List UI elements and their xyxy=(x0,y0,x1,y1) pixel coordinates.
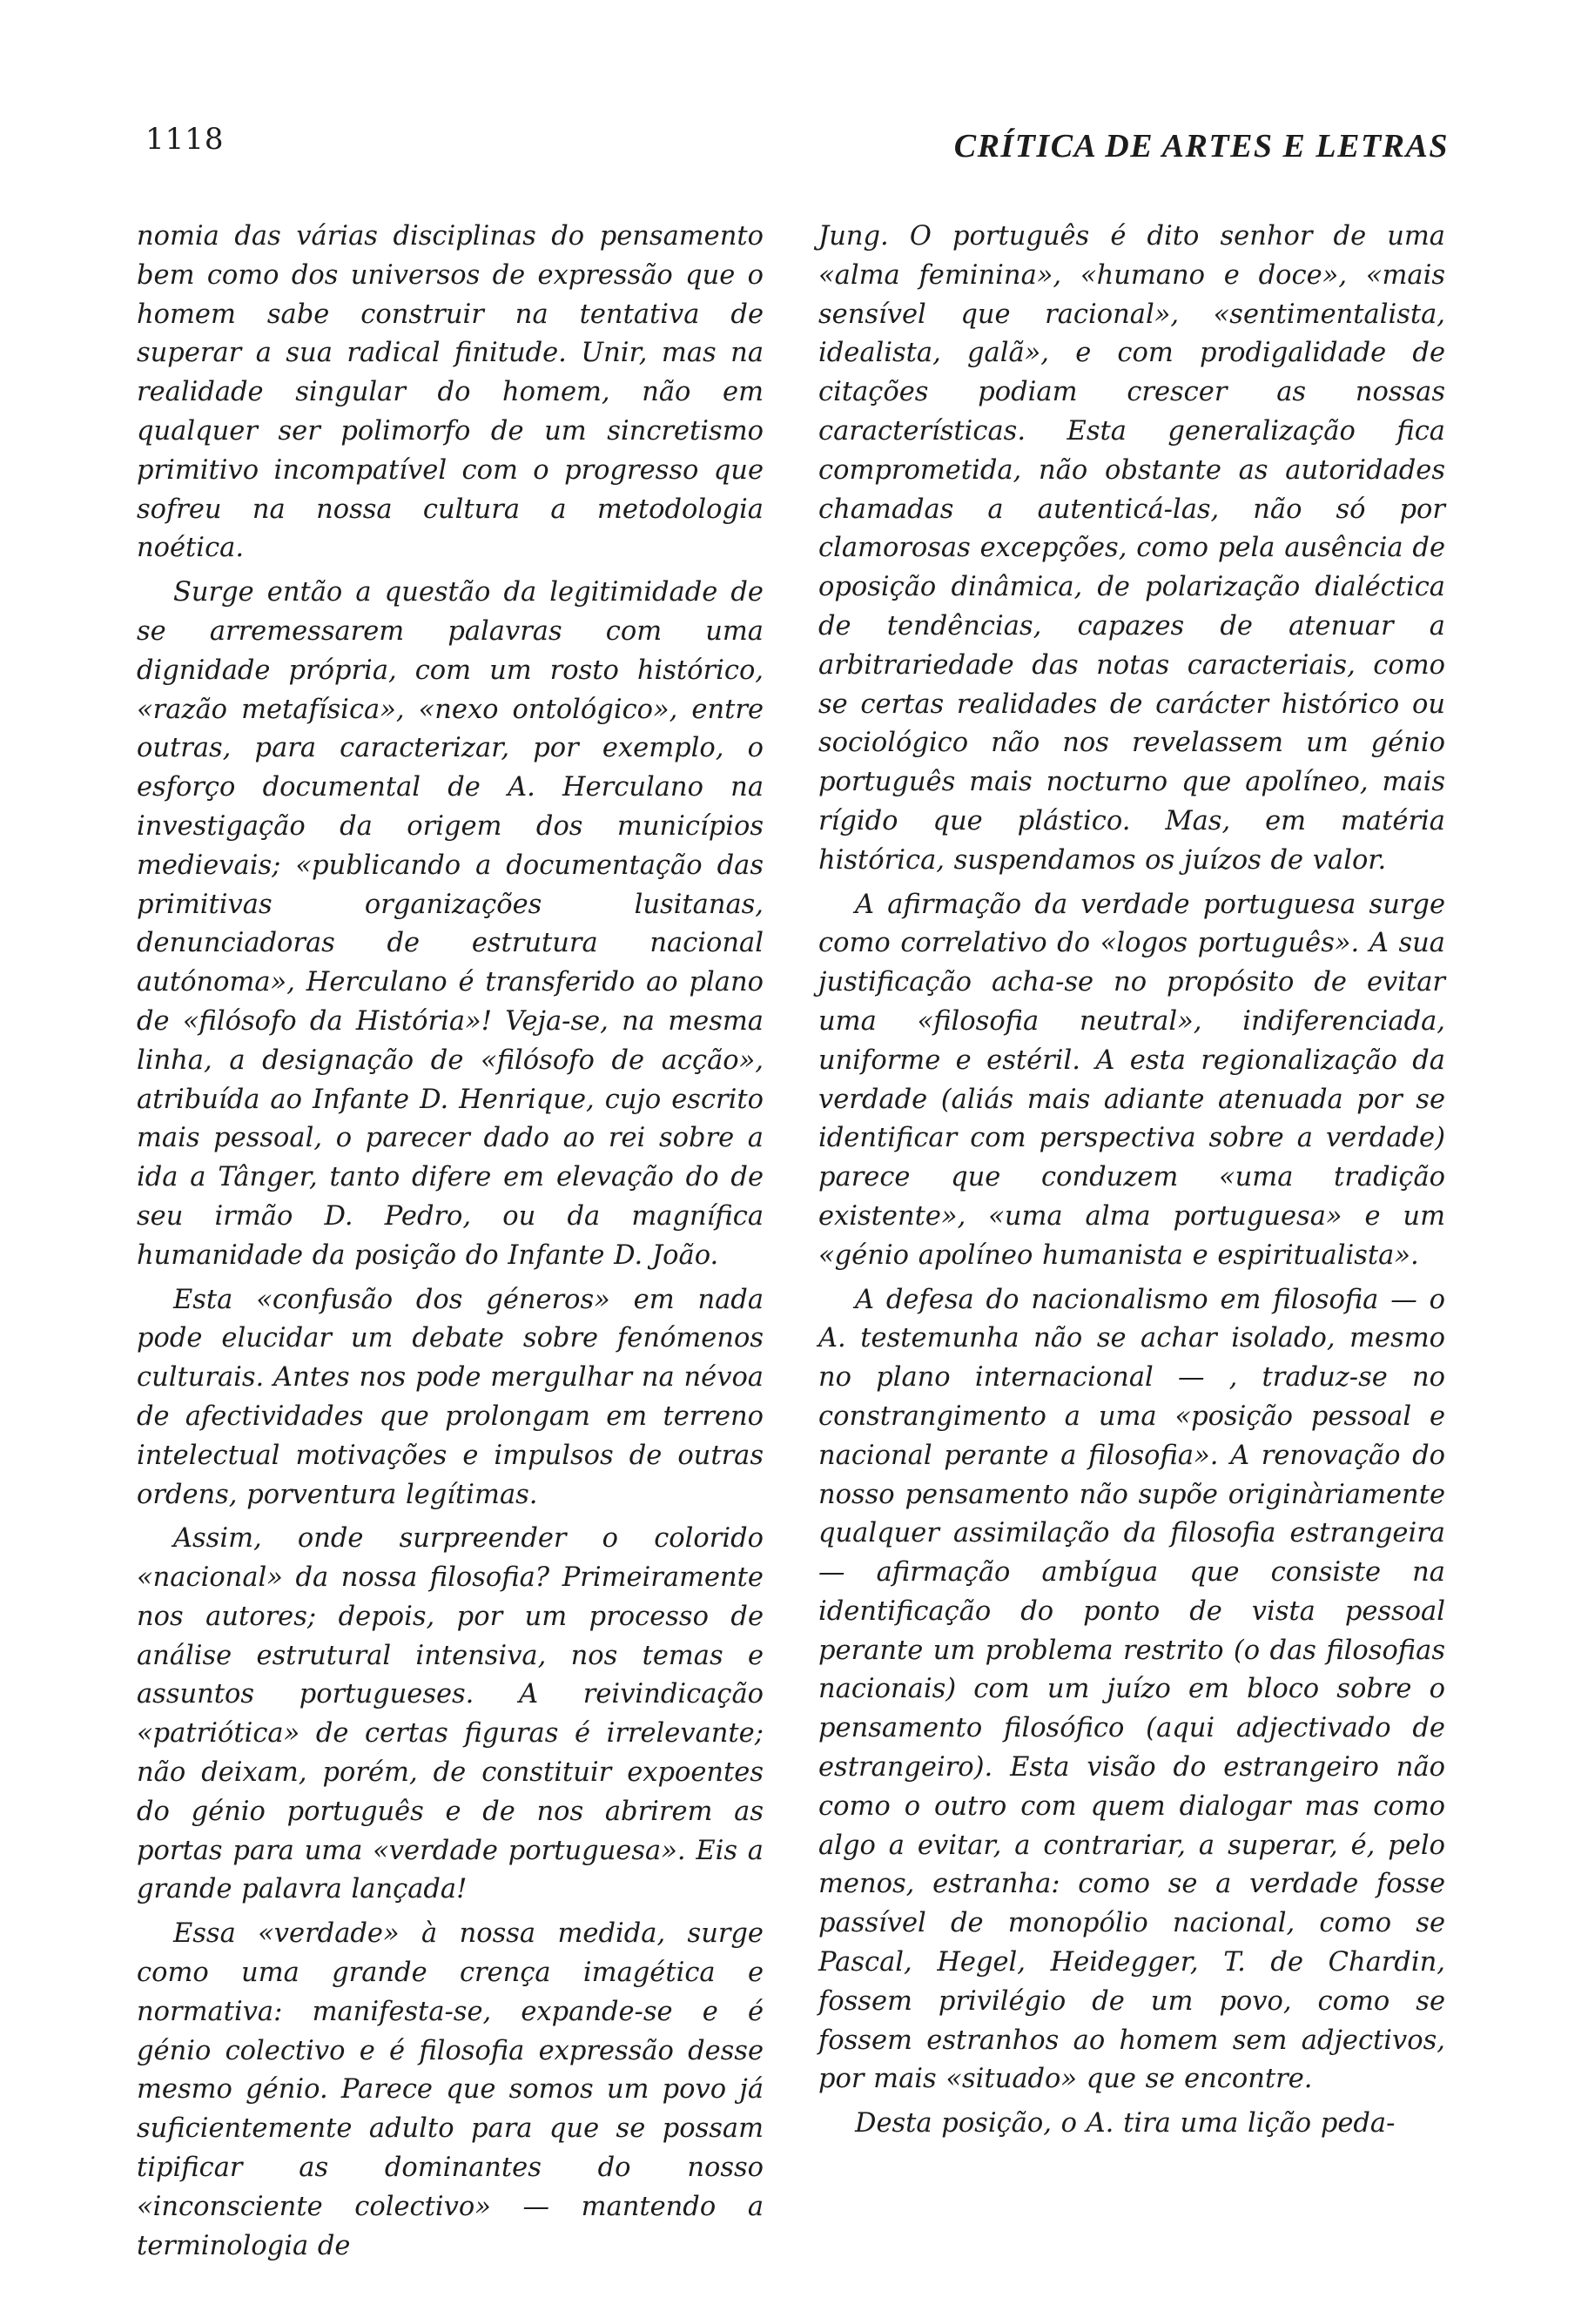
paragraph: Essa «verdade» à nossa medida, surge como uma grande crença imagética e normativa: manifesta-se, expande-se e é génio colectivo e é filosofia expressão desse mesmo génio. Parece que somos um povo já suficientemente adulto para que se possam tipificar as dominantes do nosso «inconsciente colectivo» — mantendo a terminologia de xyxy=(137,1918,764,2261)
paragraph: nomia das várias disciplinas do pensamento bem como dos universos de expressão que o homem sabe construir na tentativa de superar a sua radical finitude. Unir, mas na realidade singular do homem, não em qualquer ser polimorfo de um sincretismo primitivo incompatível com o progresso que sofreu na nossa cultura a metodologia noética. xyxy=(137,221,764,564)
paragraph: Jung. O português é dito senhor de uma «alma feminina», «humano e doce», «mais sensível que racional», «sentimentalista, idealista, galã», e com prodigalidade de citações podiam crescer as nossas características. Esta generalização fica comprometida, não obstante as autoridades chamadas a autenticá-las, não só por clamorosas excepções, como pela ausência de oposição dinâmica, de polarização dialéctica de tendências, capazes de atenuar a arbitrariedade das notas caracteriais, como se certas realidades de carácter histórico ou sociológico não nos revelassem um génio português mais nocturno que apolíneo, mais rígido que plástico. Mas, em matéria histórica, suspendamos os juízos de valor. xyxy=(818,221,1445,876)
paragraph: Surge então a questão da legitimidade de se arremessarem palavras com uma dignidade própria, com um rosto histórico, «razão metafísica», «nexo ontológico», entre outras, para caracterizar, por exemplo, o esforço documental de A. Herculano na investigação da origem dos municípios medievais; «publicando a documentação das primitivas organizações lusitanas, denunciadoras de estrutura nacional autónoma», Herculano é transferido ao plano de «filósofo da História»! Veja-se, na mesma linha, a designação de «filósofo de acção», atribuída ao Infante D. Henrique, cujo escrito mais pessoal, o parecer dado ao rei sobre a ida a Tânger, tanto difere em elevação do de seu irmão D. Pedro, ou da magnífica humanidade da posição do Infante D. João. xyxy=(137,577,764,1271)
page-number: 1118 xyxy=(145,122,225,157)
running-head: CRÍTICA DE ARTES E LETRAS xyxy=(953,128,1449,165)
paragraph: Desta posição, o A. tira uma lição peda- xyxy=(855,2108,1396,2139)
right-column xyxy=(818,218,1445,2149)
paragraph: Assim, onde surpreender o colorido «nacional» da nossa filosofia? Primeiramente nos autores; depois, por um processo de análise estrutural intensiva, nos temas e assuntos portugueses. A reivindicação «patriótica» de certas figuras é irrelevante; não deixam, porém, de constituir expoentes do génio português e de nos abrirem as portas para uma «verdade portuguesa». Eis a grande palavra lançada! xyxy=(137,1523,764,1905)
left-column xyxy=(137,218,764,2271)
paragraph: Esta «confusão dos géneros» em nada pode elucidar um debate sobre fenómenos culturais. Antes nos pode mergulhar na névoa de afectividades que prolongam em terreno intelectual motivações e impulsos de outras ordens, porventura legítimas. xyxy=(137,1284,764,1510)
paragraph: A afirmação da verdade portuguesa surge como correlativo do «logos português». A sua justificação acha-se no propósito de evitar uma «filosofia neutral», indiferenciada, uniforme e estéril. A esta regionalização da verdade (aliás mais adiante atenuada por se identificar com perspectiva sobre a verdade) parece que conduzem «uma tradição existente», «uma alma portuguesa» e um «génio apolíneo humanista e espiritualista». xyxy=(818,889,1445,1271)
paragraph: A defesa do nacionalismo em filosofia — o A. testemunha não se achar isolado, mesmo no plano internacional — , traduz-se no constrangimento a uma «posição pessoal e nacional perante a filosofia». A renovação do nosso pensamento não supõe originàriamente qualquer assimilação da filosofia estrangeira — afirmação ambígua que consiste na identificação do ponto de vista pessoal perante um problema restrito (o das filosofias nacionais) com um juízo em bloco sobre o pensamento filosófico (aqui adjectivado de estrangeiro). Esta visão do estrangeiro não como o outro com quem dialogar mas como algo a evitar, a contrariar, a superar, é, pelo menos, estranha: como se a verdade fosse passível de monopólio nacional, como se Pascal, Hegel, Heidegger, T. de Chardin, fossem privilégio de um povo, como se fossem estranhos ao homem sem adjectivos, por mais «situado» que se encontre. xyxy=(818,1284,1445,2095)
